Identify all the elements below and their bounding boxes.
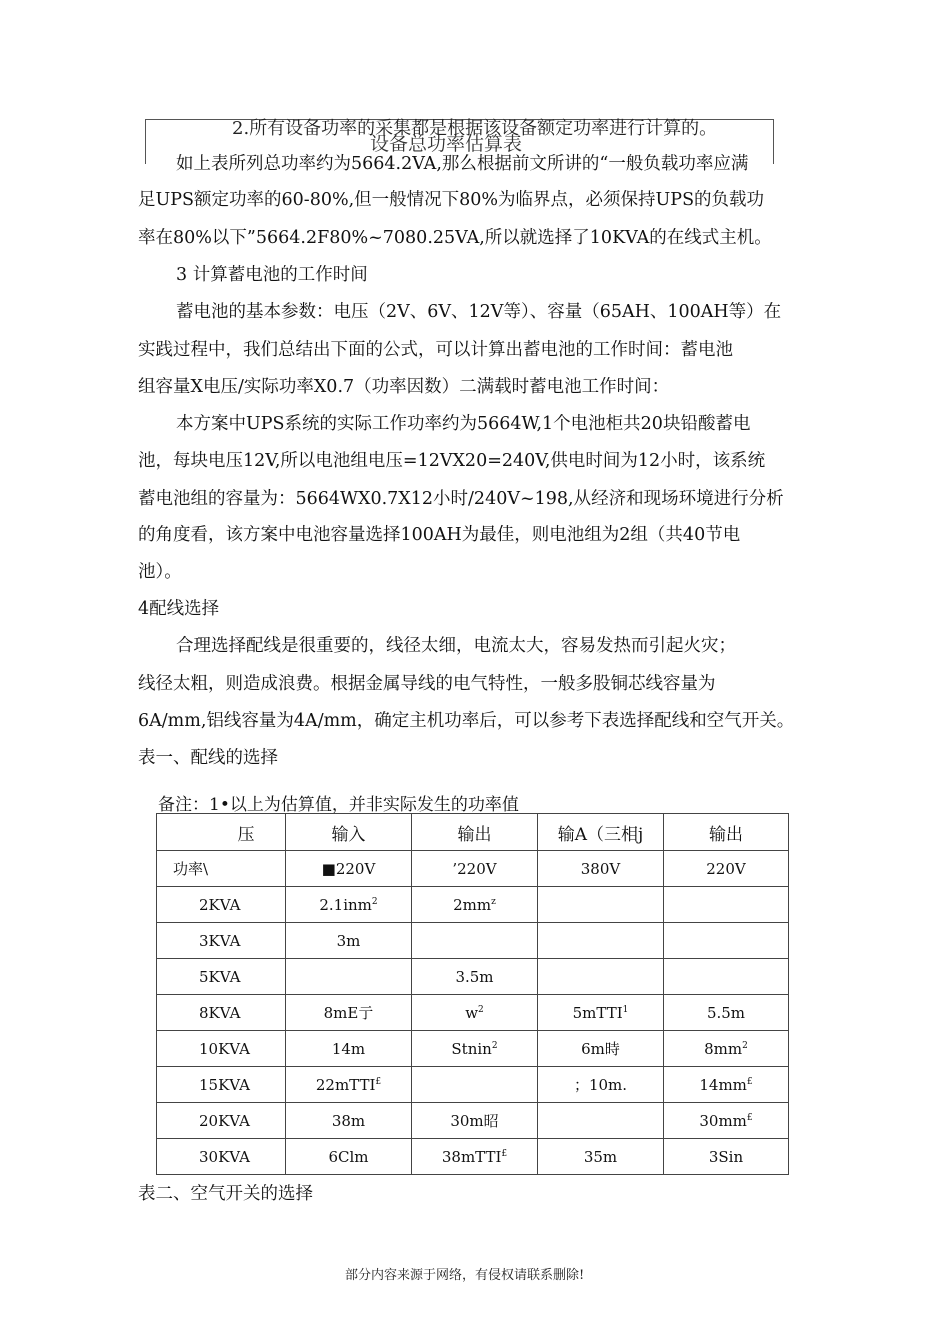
cell-superscript: z	[491, 896, 496, 907]
header-output-2: 输出	[664, 814, 789, 851]
table-cell	[286, 1103, 412, 1139]
table-cell	[412, 1139, 538, 1175]
clipped-note-text: 备注：1•以上为估算值，并非实际发生的功率值	[158, 795, 519, 815]
table-cell	[664, 1103, 789, 1139]
wiring-table	[156, 813, 789, 1175]
table-header-row	[157, 814, 789, 851]
cell-text: 5mTTI	[572, 1003, 623, 1022]
table-cell	[664, 887, 789, 923]
cell-text: 3m	[336, 931, 361, 950]
para3-line1: 本方案中UPS系统的实际工作功率约为5664W,1个电池柜共20块铅酸蓄电	[176, 414, 751, 434]
cell-text: 14mm	[699, 1075, 747, 1094]
cell-text: 38mTTI	[441, 1147, 502, 1166]
table-cell	[286, 923, 412, 959]
header-input-1: 输入	[286, 814, 412, 851]
cell-text: 22mTTI	[315, 1075, 376, 1094]
subheader-power: 功率\	[157, 851, 286, 887]
cell-text: 30m昭	[450, 1112, 499, 1130]
cell-superscript: £	[375, 1076, 382, 1087]
table-cell	[412, 995, 538, 1031]
subheader-220v-in: ■220V	[286, 851, 412, 887]
wiring-table-body	[157, 887, 789, 1175]
para1-line3: 率在80%以下”5664.2F80%~7080.25VA,所以就选择了10KVA的在线式主机。	[138, 228, 772, 248]
subheader-380v: 380V	[538, 851, 664, 887]
cell-text: 30mm	[699, 1111, 747, 1130]
cell-text: 20KVA	[199, 1111, 250, 1130]
table-cell	[538, 887, 664, 923]
row-power-label	[157, 923, 286, 959]
cell-text: 6Clm	[328, 1147, 369, 1166]
table-cell	[664, 1139, 789, 1175]
cell-text: ；10m.	[573, 1076, 628, 1094]
row-power-label	[157, 959, 286, 995]
table-row	[157, 959, 789, 995]
note-line: 2.所有设备功率的采集都是根据该设备额定功率进行计算的。	[232, 118, 718, 139]
para1-line1: 如上表所列总功率约为5664.2VA,那么根据前文所讲的“一般负载功率应满	[176, 154, 749, 174]
row-power-label	[157, 995, 286, 1031]
cell-text: 8mE亍	[323, 1004, 374, 1022]
cell-text: 10KVA	[199, 1039, 250, 1058]
row-power-label	[157, 1139, 286, 1175]
para4-line2: 线径太粗，则造成浪费。根据金属导线的电气特性，一般多股铜芯线容量为	[138, 674, 716, 694]
table-cell	[538, 1067, 664, 1103]
cell-superscript: £	[746, 1076, 753, 1087]
row-power-label	[157, 1067, 286, 1103]
table-cell	[412, 923, 538, 959]
cell-text: 3.5m	[455, 967, 494, 986]
para3-line5: 池）。	[138, 562, 182, 582]
cell-superscript: 2	[742, 1040, 748, 1051]
table-cell	[412, 887, 538, 923]
table-cell	[664, 1031, 789, 1067]
cell-text: 2KVA	[199, 895, 241, 914]
clipped-note	[158, 790, 519, 815]
cell-text: Stnin	[451, 1039, 492, 1058]
cell-text: 2.1inm	[319, 895, 372, 914]
para4-line3: 6A/mm,铝线容量为4A/mm，确定主机功率后，可以参考下表选择配线和空气开关。	[138, 711, 795, 731]
table-cell	[538, 959, 664, 995]
table-row	[157, 1031, 789, 1067]
table1-caption: 表一、配线的选择	[138, 748, 278, 768]
cell-superscript: 2	[371, 896, 378, 907]
para2-line1: 蓄电池的基本参数：电压（2V、6V、12V等）、容量（65AH、100AH等）在	[176, 302, 782, 322]
cell-text: 5.5m	[706, 1003, 746, 1022]
table-cell	[286, 995, 412, 1031]
cell-text: w	[465, 1003, 479, 1022]
table-cell	[664, 1067, 789, 1103]
heading-wiring: 4配线选择	[138, 599, 220, 619]
table-cell	[286, 1031, 412, 1067]
cell-text: 14m	[331, 1039, 366, 1058]
cell-superscript: £	[746, 1112, 753, 1123]
table-cell	[286, 887, 412, 923]
table-row	[157, 1139, 789, 1175]
cell-text: 3KVA	[199, 931, 241, 950]
table-row	[157, 887, 789, 923]
header-voltage: 压	[157, 814, 286, 851]
cell-text: 30KVA	[199, 1147, 250, 1166]
cell-superscript: 1	[622, 1004, 629, 1015]
row-power-label	[157, 1103, 286, 1139]
cell-superscript: 2	[491, 1040, 498, 1051]
table-cell	[664, 959, 789, 995]
table-cell	[538, 995, 664, 1031]
table-row	[157, 1067, 789, 1103]
table-subheader-row	[157, 851, 789, 887]
cell-text: 5KVA	[199, 967, 241, 986]
cell-text: 8mm	[704, 1039, 743, 1058]
table-cell	[664, 995, 789, 1031]
header-input-3phase: 输A（三相j	[538, 814, 664, 851]
table-cell	[286, 1139, 412, 1175]
table-cell	[412, 1067, 538, 1103]
para4-line1: 合理选择配线是很重要的，线径太细，电流太大，容易发热而引起火灾；	[176, 636, 736, 656]
table-row	[157, 1103, 789, 1139]
cell-text: 6m時	[581, 1040, 620, 1058]
para1-line2: 足UPS额定功率的60-80%,但一般情况下80%为临界点，必须保持UPS的负载功	[138, 190, 765, 210]
table-cell	[538, 1031, 664, 1067]
subheader-220v-out: ’220V	[412, 851, 538, 887]
cell-text: 3Sin	[708, 1147, 744, 1166]
subheader-220v-out2: 220V	[664, 851, 789, 887]
cell-text: 38m	[331, 1111, 366, 1130]
table2-caption: 表二、空气开关的选择	[138, 1184, 313, 1204]
row-power-label	[157, 1031, 286, 1067]
para2-line3: 组容量X电压/实际功率X0.7（功率因数）二满载时蓄电池工作时间：	[138, 377, 670, 397]
cell-text: 35m	[583, 1147, 618, 1166]
row-power-label	[157, 887, 286, 923]
table-title: 设备总功率估算表	[370, 133, 523, 155]
cell-text: 15KVA	[199, 1075, 250, 1094]
table-cell	[412, 1031, 538, 1067]
cell-text: 2mm	[453, 895, 492, 914]
table-cell	[538, 1103, 664, 1139]
cell-superscript: £	[501, 1148, 508, 1159]
header-output-1: 输出	[412, 814, 538, 851]
table-cell	[286, 1067, 412, 1103]
table-row	[157, 923, 789, 959]
cell-text: 8KVA	[199, 1003, 241, 1022]
table-row	[157, 995, 789, 1031]
footer-disclaimer: 部分内容来源于网络，有侵权请联系删除!	[345, 1268, 585, 1283]
heading-battery-time: 3 计算蓄电池的工作时间	[176, 265, 368, 285]
para3-line4: 的角度看，该方案中电池容量选择100AH为最佳，则电池组为2组（共40节电	[138, 525, 741, 545]
table-cell	[538, 1139, 664, 1175]
para2-line2: 实践过程中，我们总结出下面的公式，可以计算出蓄电池的工作时间：蓄电池	[138, 340, 733, 360]
cell-superscript: 2	[478, 1004, 484, 1015]
table-cell	[538, 923, 664, 959]
table-cell	[412, 1103, 538, 1139]
para3-line3: 蓄电池组的容量为：5664WX0.7X12小时/240V~198,从经济和现场环境进行分析	[138, 489, 784, 509]
table-cell	[664, 923, 789, 959]
table-cell	[286, 959, 412, 995]
para3-line2: 池，每块电压12V,所以电池组电压=12VX20=240V,供电时间为12小时，该系统	[138, 451, 766, 471]
table-cell	[412, 959, 538, 995]
